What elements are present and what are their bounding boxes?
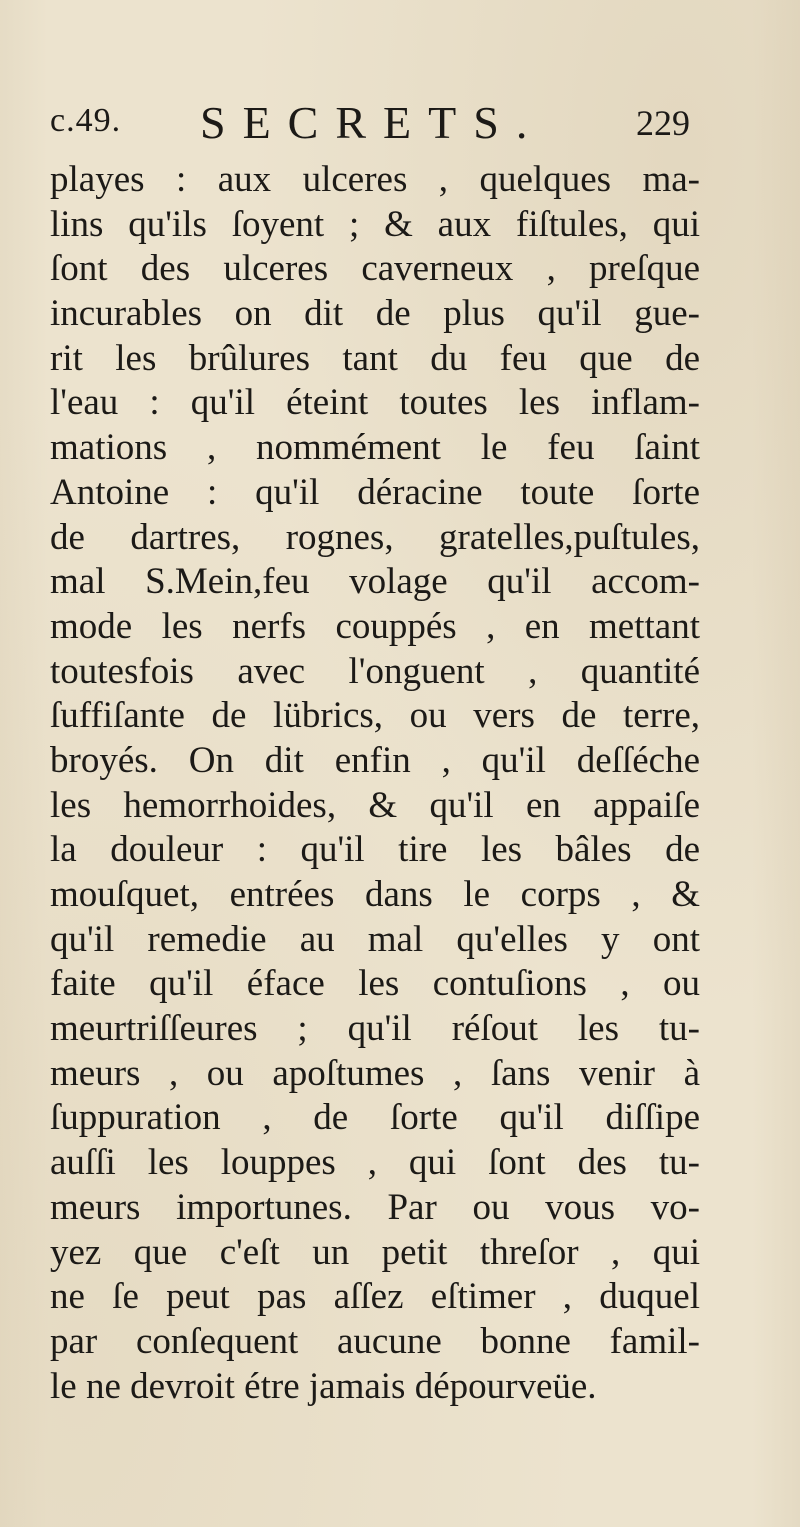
text-line: ſuppuration , de ſorte qu'il diſſipe [50,1097,700,1139]
text-line: mations , nommément le feu ſaint [50,427,700,469]
text-line: qu'il remedie au mal qu'elles y ont [50,918,700,960]
text-line: ne ſe peut pas aſſez eſtimer , duquel [50,1276,700,1318]
text-line: la douleur : qu'il tire les bâles de [50,829,700,871]
text-line: yez que c'eſt un petit threſor , qui [50,1231,700,1273]
text-line: le ne devroit étre jamais dépourveüe. [50,1365,597,1407]
text-line: meurs importunes. Par ou vous vo- [50,1186,700,1228]
text-line: Antoine : qu'il déracine toute ſorte [50,471,700,513]
page-number: 229 [636,103,690,143]
text-line: meurs , ou apoſtumes , ſans venir à [50,1052,700,1094]
text-line: ſont des ulceres caverneux , preſque [50,248,700,290]
text-line: de dartres, rognes, gratelles,puſtules, [50,516,700,558]
text-line: ſuffiſante de lübrics, ou vers de terre, [50,695,700,737]
text-line: toutesfois avec l'onguent , quantité [50,650,700,692]
text-line: rit les brûlures tant du feu que de [50,337,700,379]
text-line: playes : aux ulceres , quelques ma- [50,159,700,200]
text-line: mal S.Mein,feu volage qu'il accom- [50,561,700,603]
running-title: SECRETS. [200,97,545,148]
text-line: auſſi les louppes , qui ſont des tu- [50,1142,700,1184]
running-head [50,96,690,156]
text-line: l'eau : qu'il éteint toutes les inflam- [50,382,700,424]
text-line: meurtriſſeures ; qu'il réſout les tu- [50,1008,700,1050]
text-line: faite qu'il éface les contuſions , ou [50,963,700,1005]
text-line: mode les nerfs couppés , en mettant [50,605,700,647]
body-text [50,158,700,1409]
text-line: broyés. On dit enfin , qu'il deſſéche [50,739,700,781]
section-mark: c.49. [50,102,122,139]
text-line: lins qu'ils ſoyent ; & aux fiſtules, qui [50,203,700,245]
text-line: incurables on dit de plus qu'il gue- [50,293,700,335]
text-line: mouſquet, entrées dans le corps , & [50,874,700,915]
text-line: les hemorrhoides, & qu'il en appaiſe [50,784,700,826]
text-line: par conſequent aucune bonne famil- [50,1320,700,1362]
